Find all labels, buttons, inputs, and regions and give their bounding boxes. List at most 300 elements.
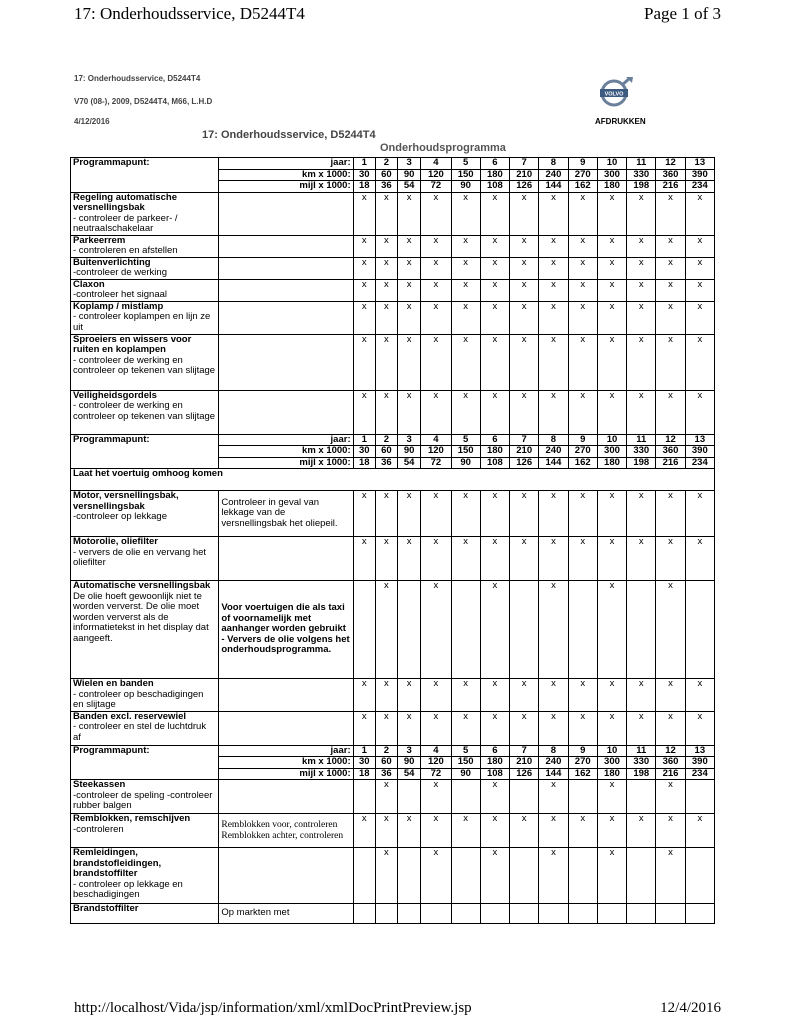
interval-mark-cell [510, 780, 539, 814]
scale-value-mijl: 198 [627, 181, 656, 193]
interval-mark-cell: x [480, 390, 509, 434]
table-row [71, 848, 715, 904]
interval-mark-cell [451, 904, 480, 924]
scale-value-jaar: 1 [353, 158, 375, 170]
scale-value-km: 150 [451, 757, 480, 769]
scale-value-jaar: 10 [597, 158, 626, 170]
scale-value-km: 150 [451, 446, 480, 458]
service-item-description: - controleer op lekkage en beschadigingen [73, 878, 183, 900]
scale-value-mijl: 72 [421, 457, 451, 469]
scale-value-km: 180 [480, 757, 509, 769]
service-item-note: Op markten met [219, 904, 353, 924]
interval-mark-cell [568, 904, 597, 924]
service-item-title: Claxon [73, 279, 105, 290]
interval-mark-cell: x [568, 301, 597, 334]
scale-value-mijl: 36 [375, 457, 397, 469]
interval-mark-cell [685, 848, 714, 904]
scale-value-km: 330 [627, 757, 656, 769]
interval-mark-cell: x [656, 390, 685, 434]
service-item-cell [71, 814, 219, 848]
interval-mark-cell [353, 581, 375, 679]
service-item-description: - ververs de olie en vervang het oliefilter [73, 546, 207, 568]
interval-mark-cell [398, 848, 421, 904]
interval-mark-cell [656, 904, 685, 924]
meta-vehicle: V70 (08-), 2009, D5244T4, M66, L.H.D [74, 97, 213, 106]
interval-mark-cell: x [627, 334, 656, 390]
interval-mark-cell: x [451, 257, 480, 279]
service-item-title: Automatische versnellingsbak [73, 580, 211, 591]
interval-mark-cell: x [451, 679, 480, 712]
scale-value-jaar: 3 [398, 745, 421, 757]
scale-value-jaar: 6 [480, 434, 509, 446]
service-item-cell [71, 848, 219, 904]
scale-value-km: 120 [421, 757, 451, 769]
interval-mark-cell [627, 848, 656, 904]
scale-label-km: km x 1000: [219, 757, 353, 769]
service-item-title: Remblokken, remschijven [73, 813, 191, 824]
scale-value-mijl: 18 [353, 457, 375, 469]
scale-value-mijl: 72 [421, 181, 451, 193]
interval-mark-cell [398, 780, 421, 814]
scale-value-jaar: 4 [421, 745, 451, 757]
scale-value-km: 30 [353, 169, 375, 181]
interval-mark-cell: x [568, 491, 597, 537]
interval-mark-cell: x [597, 257, 626, 279]
interval-mark-cell: x [539, 390, 568, 434]
service-item-description: -controleer de werking [73, 267, 167, 278]
interval-mark-cell: x [398, 257, 421, 279]
interval-mark-cell: x [421, 679, 451, 712]
service-item-description: - controleer de werking en controleer op tekenen van slijtage [73, 400, 216, 422]
scale-value-jaar: 11 [627, 745, 656, 757]
interval-mark-cell: x [451, 537, 480, 581]
interval-mark-cell: x [685, 257, 714, 279]
interval-mark-cell: x [398, 235, 421, 257]
interval-mark-cell [568, 848, 597, 904]
interval-mark-cell: x [627, 301, 656, 334]
interval-mark-cell: x [375, 390, 397, 434]
interval-mark-cell: x [510, 390, 539, 434]
scale-value-mijl: 198 [627, 768, 656, 780]
interval-mark-cell: x [375, 257, 397, 279]
scale-value-jaar: 12 [656, 434, 685, 446]
scale-value-jaar: 10 [597, 434, 626, 446]
scale-value-mijl: 180 [597, 768, 626, 780]
table-row [71, 301, 715, 334]
interval-mark-cell: x [685, 711, 714, 745]
scale-value-km: 330 [627, 446, 656, 458]
interval-mark-cell: x [539, 848, 568, 904]
table-row [71, 192, 715, 235]
interval-mark-cell: x [568, 235, 597, 257]
interval-mark-cell: x [480, 814, 509, 848]
interval-mark-cell: x [375, 780, 397, 814]
interval-mark-cell: x [685, 235, 714, 257]
interval-mark-cell: x [656, 679, 685, 712]
scale-value-km: 120 [421, 169, 451, 181]
interval-mark-cell [451, 780, 480, 814]
service-item-cell [71, 192, 219, 235]
interval-mark-cell: x [656, 711, 685, 745]
interval-mark-cell: x [685, 491, 714, 537]
interval-mark-cell: x [398, 279, 421, 301]
scale-value-mijl: 36 [375, 768, 397, 780]
interval-mark-cell [353, 848, 375, 904]
scale-value-km: 240 [539, 169, 568, 181]
scale-label-jaar: jaar: [219, 434, 353, 446]
scale-value-jaar: 9 [568, 745, 597, 757]
interval-mark-cell: x [510, 814, 539, 848]
interval-mark-cell: x [685, 537, 714, 581]
interval-mark-cell: x [539, 192, 568, 235]
scale-value-jaar: 7 [510, 745, 539, 757]
scale-value-km: 30 [353, 757, 375, 769]
interval-mark-cell: x [568, 537, 597, 581]
interval-mark-cell: x [480, 537, 509, 581]
interval-mark-cell: x [510, 334, 539, 390]
interval-mark-cell: x [597, 491, 626, 537]
scale-value-mijl: 108 [480, 181, 509, 193]
scale-value-km: 60 [375, 446, 397, 458]
scale-value-km: 120 [421, 446, 451, 458]
interval-mark-cell: x [539, 491, 568, 537]
scale-label-mijl: mijl x 1000: [219, 768, 353, 780]
interval-mark-cell: x [451, 711, 480, 745]
interval-mark-cell: x [353, 301, 375, 334]
interval-mark-cell: x [510, 711, 539, 745]
service-item-title: Steekassen [73, 779, 126, 790]
service-item-cell [71, 491, 219, 537]
interval-mark-cell [375, 904, 397, 924]
interval-mark-cell: x [597, 581, 626, 679]
interval-mark-cell: x [421, 711, 451, 745]
service-item-cell [71, 257, 219, 279]
interval-mark-cell: x [480, 679, 509, 712]
service-item-title: Sproeiers en wissers voor ruiten en koplampen [73, 334, 192, 355]
column-header-programmapunt: Programmapunt: [71, 434, 219, 469]
scale-header-row [71, 745, 715, 757]
scale-value-mijl: 216 [656, 768, 685, 780]
interval-mark-cell: x [656, 780, 685, 814]
scale-value-km: 330 [627, 169, 656, 181]
service-item-title: Motorolie, oliefilter [73, 536, 158, 547]
scale-value-jaar: 8 [539, 434, 568, 446]
table-row [71, 491, 715, 537]
scale-header-row [71, 434, 715, 446]
service-item-note [219, 711, 353, 745]
table-row [71, 390, 715, 434]
interval-mark-cell: x [627, 679, 656, 712]
maintenance-schedule-table [70, 157, 715, 924]
service-item-note [219, 301, 353, 334]
interval-mark-cell: x [353, 679, 375, 712]
scale-value-km: 240 [539, 446, 568, 458]
scale-value-jaar: 2 [375, 745, 397, 757]
scale-value-mijl: 18 [353, 181, 375, 193]
scale-label-mijl: mijl x 1000: [219, 181, 353, 193]
interval-mark-cell: x [353, 537, 375, 581]
table-row [71, 235, 715, 257]
scale-value-km: 210 [510, 757, 539, 769]
interval-mark-cell [568, 581, 597, 679]
interval-mark-cell: x [539, 537, 568, 581]
service-item-description: - controleer de parkeer- / neutraalschakelaar [73, 212, 178, 234]
interval-mark-cell: x [568, 390, 597, 434]
scale-value-jaar: 11 [627, 158, 656, 170]
interval-mark-cell: x [421, 192, 451, 235]
interval-mark-cell: x [627, 235, 656, 257]
interval-mark-cell [685, 904, 714, 924]
interval-mark-cell: x [375, 235, 397, 257]
scale-value-km: 270 [568, 757, 597, 769]
scale-value-km: 90 [398, 169, 421, 181]
page-number: Page 1 of 3 [644, 4, 721, 23]
interval-mark-cell: x [656, 301, 685, 334]
service-item-cell [71, 581, 219, 679]
interval-mark-cell: x [539, 301, 568, 334]
interval-mark-cell: x [353, 235, 375, 257]
interval-mark-cell: x [656, 581, 685, 679]
table-row [71, 257, 715, 279]
interval-mark-cell: x [597, 679, 626, 712]
scale-value-km: 270 [568, 446, 597, 458]
scale-value-mijl: 36 [375, 181, 397, 193]
interval-mark-cell: x [480, 257, 509, 279]
interval-mark-cell: x [597, 279, 626, 301]
interval-mark-cell: x [510, 279, 539, 301]
interval-mark-cell: x [375, 301, 397, 334]
interval-mark-cell [627, 780, 656, 814]
interval-mark-cell: x [421, 537, 451, 581]
interval-mark-cell: x [510, 491, 539, 537]
service-item-cell [71, 301, 219, 334]
service-item-note: Voor voertuigen die als taxi of voornamelijk met aanhanger worden gebruikt - Ververs de olie volgens het onderhoudsprogramma. [219, 581, 353, 679]
interval-mark-cell: x [597, 334, 626, 390]
interval-mark-cell: x [375, 334, 397, 390]
interval-mark-cell: x [398, 334, 421, 390]
scale-value-jaar: 9 [568, 434, 597, 446]
interval-mark-cell [353, 780, 375, 814]
scale-value-km: 390 [685, 757, 714, 769]
interval-mark-cell: x [398, 711, 421, 745]
scale-value-mijl: 126 [510, 457, 539, 469]
interval-mark-cell: x [451, 279, 480, 301]
interval-mark-cell: x [353, 711, 375, 745]
interval-mark-cell: x [421, 301, 451, 334]
scale-label-km: km x 1000: [219, 169, 353, 181]
print-link[interactable]: AFDRUKKEN [595, 117, 646, 126]
service-item-cell [71, 904, 219, 924]
service-item-note [219, 537, 353, 581]
interval-mark-cell: x [510, 257, 539, 279]
service-item-note [219, 235, 353, 257]
scale-value-jaar: 1 [353, 434, 375, 446]
service-item-title: Parkeerrem [73, 235, 126, 246]
service-item-title: Wielen en banden [73, 678, 154, 689]
service-item-cell [71, 469, 715, 491]
interval-mark-cell: x [510, 192, 539, 235]
table-row [71, 581, 715, 679]
interval-mark-cell: x [685, 279, 714, 301]
scale-value-jaar: 6 [480, 745, 509, 757]
service-item-cell [71, 537, 219, 581]
column-header-programmapunt: Programmapunt: [71, 745, 219, 780]
table-row [71, 679, 715, 712]
scale-label-jaar: jaar: [219, 745, 353, 757]
interval-mark-cell [685, 581, 714, 679]
interval-mark-cell: x [656, 257, 685, 279]
scale-value-mijl: 162 [568, 457, 597, 469]
service-item-title: Laat het voertuig omhoog komen [73, 468, 223, 479]
scale-value-km: 150 [451, 169, 480, 181]
interval-mark-cell: x [353, 192, 375, 235]
scale-label-jaar: jaar: [219, 158, 353, 170]
interval-mark-cell: x [480, 581, 509, 679]
scale-value-km: 360 [656, 446, 685, 458]
service-item-title: Koplamp / mistlamp [73, 301, 164, 312]
service-item-title: Buitenverlichting [73, 257, 151, 268]
interval-mark-cell: x [539, 780, 568, 814]
service-item-note [219, 679, 353, 712]
scale-value-km: 210 [510, 169, 539, 181]
scale-value-jaar: 3 [398, 158, 421, 170]
interval-mark-cell: x [398, 390, 421, 434]
scale-value-km: 360 [656, 169, 685, 181]
interval-mark-cell: x [480, 848, 509, 904]
service-item-note [219, 257, 353, 279]
service-item-note [219, 390, 353, 434]
interval-mark-cell: x [685, 334, 714, 390]
service-item-cell [71, 711, 219, 745]
service-item-description: -controleer op lekkage [73, 511, 167, 522]
interval-mark-cell: x [375, 679, 397, 712]
interval-mark-cell: x [656, 235, 685, 257]
service-item-description: - controleer op beschadigingen en slijtage [73, 688, 204, 710]
interval-mark-cell: x [353, 491, 375, 537]
interval-mark-cell: x [398, 814, 421, 848]
scale-value-km: 30 [353, 446, 375, 458]
scale-value-mijl: 54 [398, 457, 421, 469]
interval-mark-cell: x [375, 581, 397, 679]
footer-url: http://localhost/Vida/jsp/information/xml/xmlDocPrintPreview.jsp [74, 1000, 472, 1016]
volvo-logo [596, 76, 636, 108]
scale-value-jaar: 3 [398, 434, 421, 446]
interval-mark-cell [568, 780, 597, 814]
scale-value-jaar: 5 [451, 158, 480, 170]
service-item-description: - controleer koplampen en lijn ze uit [73, 311, 211, 333]
scale-value-mijl: 234 [685, 181, 714, 193]
scale-header-row [71, 158, 715, 170]
interval-mark-cell: x [353, 257, 375, 279]
scale-value-mijl: 180 [597, 181, 626, 193]
interval-mark-cell: x [539, 711, 568, 745]
service-item-cell [71, 780, 219, 814]
scale-value-jaar: 1 [353, 745, 375, 757]
service-item-cell [71, 334, 219, 390]
interval-mark-cell: x [510, 679, 539, 712]
service-item-cell [71, 390, 219, 434]
interval-mark-cell: x [627, 279, 656, 301]
interval-mark-cell: x [597, 235, 626, 257]
interval-mark-cell [539, 904, 568, 924]
interval-mark-cell: x [568, 192, 597, 235]
interval-mark-cell: x [656, 491, 685, 537]
scale-value-jaar: 13 [685, 158, 714, 170]
scale-value-mijl: 90 [451, 457, 480, 469]
interval-mark-cell [510, 904, 539, 924]
scale-value-mijl: 216 [656, 181, 685, 193]
scale-value-jaar: 9 [568, 158, 597, 170]
scale-value-jaar: 12 [656, 745, 685, 757]
interval-mark-cell: x [656, 279, 685, 301]
scale-value-jaar: 8 [539, 745, 568, 757]
service-item-note [219, 780, 353, 814]
interval-mark-cell [510, 581, 539, 679]
interval-mark-cell: x [597, 537, 626, 581]
service-item-note [219, 279, 353, 301]
scale-value-jaar: 6 [480, 158, 509, 170]
scale-value-mijl: 198 [627, 457, 656, 469]
page-header-title: 17: Onderhoudsservice, D5244T4 [74, 4, 305, 23]
interval-mark-cell: x [627, 814, 656, 848]
interval-mark-cell [627, 904, 656, 924]
service-item-note: Remblokken voor, controleren Remblokken achter, controleren [219, 814, 353, 848]
interval-mark-cell [627, 581, 656, 679]
interval-mark-cell: x [539, 235, 568, 257]
service-item-description: -controleren [73, 823, 124, 835]
interval-mark-cell: x [480, 192, 509, 235]
table-row [71, 904, 715, 924]
scale-value-mijl: 234 [685, 768, 714, 780]
interval-mark-cell: x [480, 301, 509, 334]
interval-mark-cell: x [480, 334, 509, 390]
interval-mark-cell [451, 581, 480, 679]
service-item-title: Regeling automatische versnellingsbak [73, 192, 177, 213]
interval-mark-cell: x [375, 848, 397, 904]
scale-value-km: 270 [568, 169, 597, 181]
scale-value-mijl: 126 [510, 768, 539, 780]
interval-mark-cell: x [510, 235, 539, 257]
interval-mark-cell: x [539, 257, 568, 279]
interval-mark-cell [353, 904, 375, 924]
interval-mark-cell: x [539, 334, 568, 390]
service-item-description: - controleer en stel de luchtdruk af [73, 721, 207, 743]
scale-value-km: 60 [375, 169, 397, 181]
scale-value-jaar: 7 [510, 434, 539, 446]
scale-value-km: 390 [685, 169, 714, 181]
interval-mark-cell: x [597, 848, 626, 904]
interval-mark-cell: x [568, 814, 597, 848]
service-item-note: Controleer in geval van lekkage van de versnellingsbak het oliepeil. [219, 491, 353, 537]
service-item-title: Motor, versnellingsbak, versnellingsbak [73, 490, 179, 512]
scale-value-mijl: 126 [510, 181, 539, 193]
scale-value-km: 180 [480, 446, 509, 458]
scale-value-km: 390 [685, 446, 714, 458]
program-title: Onderhoudsprogramma [380, 142, 506, 154]
service-item-title: Banden excl. reservewiel [73, 711, 187, 722]
table-row [71, 279, 715, 301]
interval-mark-cell: x [627, 390, 656, 434]
logo-wordmark: VOLVO [604, 91, 624, 98]
service-item-title: Veiligheidsgordels [73, 390, 157, 401]
interval-mark-cell: x [539, 679, 568, 712]
scale-value-km: 300 [597, 757, 626, 769]
interval-mark-cell: x [597, 301, 626, 334]
interval-mark-cell: x [421, 390, 451, 434]
interval-mark-cell: x [568, 334, 597, 390]
interval-mark-cell: x [451, 390, 480, 434]
interval-mark-cell: x [421, 848, 451, 904]
